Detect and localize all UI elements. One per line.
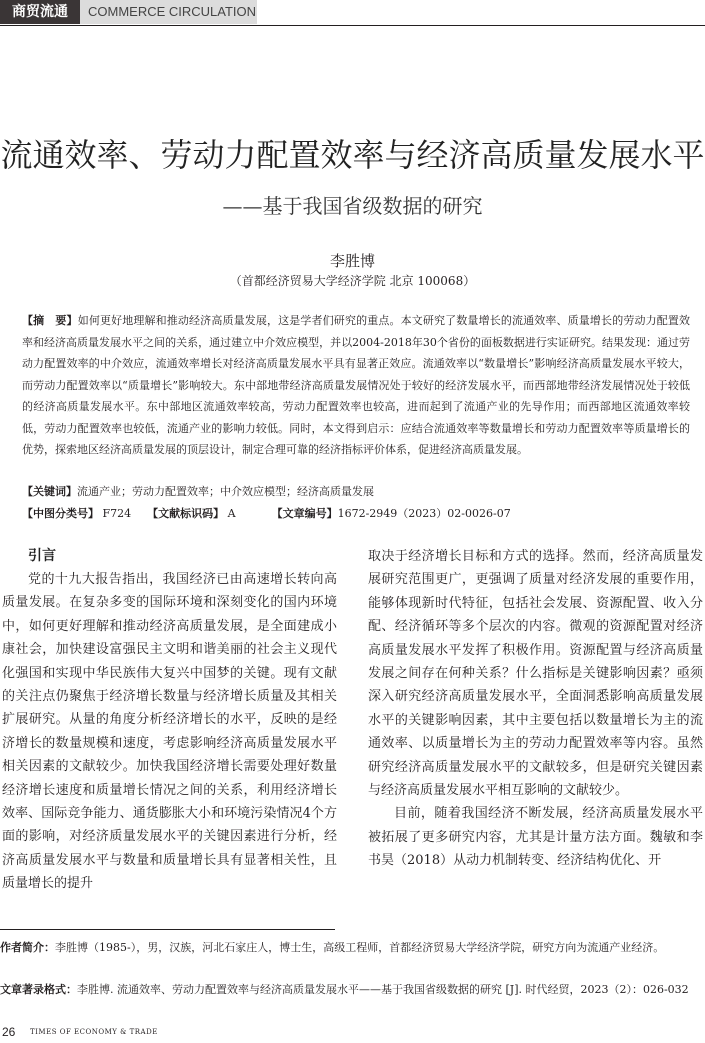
section-heading: 引言 (28, 548, 56, 564)
body-right-column (368, 545, 703, 873)
article-id-value: 1672-2949（2023）02-0026-07 (337, 507, 511, 520)
doc-code-label: 【文献标识码】 (147, 507, 225, 520)
header-rule (0, 25, 705, 26)
paragraph: 目前，随着我国经济不断发展，经济高质量发展水平被拓展了更多研究内容，尤其是计量方法方面。魏敏和李书昊（2018）从动力机制转变、经济结构优化、开 (368, 806, 703, 869)
article-title: 流通效率、劳动力配置效率与经济高质量发展水平 (0, 136, 705, 174)
author-bio (0, 937, 705, 958)
paragraph: 党的十九大报告指出，我国经济已由高速增长转向高质量发展。在复杂多变的国际环境和深刻变化的国内环境中，如何更好理解和推动经济高质量发展，是全面建成小康社会，加快建设富强民主文明和谐美丽的社会主义现代化强国和实现中华民族伟大复兴中国梦的关键。现有文献的关注点仍聚焦于经济增长数量与经济增长质量及其相关扩展研究。从量的角度分析经济增长的水平，反映的是经济增长的数量规模和速度，考虑影响经济高质量发展水平相关因素的文献较少。加快我国经济增长需要处理好数量经济增长速度和质量增长情况之间的关系，利用经济增长效率、国际竞争能力、通货膨胀大小和环境污染情况4个方面的影响，对经济质量发展水平的关键因素进行分析，经济高质量发展水平与数量和质量增长具有显著相关性，且质量增长的提升 (2, 572, 337, 892)
clc-label: 【中图分类号】 (22, 507, 99, 520)
clc-value: F724 (102, 507, 132, 520)
abstract-text: 如何更好地理解和推动经济高质量发展，这是学者们研究的重点。本文研究了数量增长的流通效率、质量增长的劳动力配置效率和经济高质量发展水平之间的关系，通过建立中介效应模型，并以2004-2018年30个省份的面板数据进行实证研究。结果发现：通过劳动力配置效率的中介效应，流通效率增长对经济高质量发展水平具有显著正效应。流通效率以“数量增长”影响经济高质量发展水平较大，而劳动力配置效率以“质量增长”影响较大。东中部地带经济高质量发展情况处于较好的经济发展水平，而西部地带经济发展情况处于较低的经济高质量发展水平。东中部地区流通效率较高，劳动力配置效率也较高，进而起到了流通产业的先导作用；而西部地区流通效率较低，劳动力配置效率也较低，流通产业的影响力较低。同时，本文得到启示：应结合流通效率等数量增长和劳动力配置效率等质量增长的优势，探索地区经济高质量发展的顶层设计，制定合理可靠的经济指标评价体系，促进经济高质量发展。 (22, 314, 691, 456)
author-name: 李胜博 (329, 252, 375, 270)
article-id-label: 【文章编号】 (271, 507, 338, 520)
keywords-text: 流通产业；劳动力配置效率；中介效应模型；经济高质量发展 (77, 485, 374, 498)
article-subtitle: ——基于我国省级数据的研究 (222, 194, 483, 218)
page-number: 26 (2, 1025, 16, 1039)
keywords (22, 482, 374, 502)
citation-format (0, 979, 705, 1000)
section-tag-english: COMMERCE CIRCULATION (80, 0, 257, 24)
classification-line (22, 504, 511, 524)
body-left-column (2, 545, 337, 896)
abstract (22, 310, 690, 461)
paragraph: 取决于经济增长目标和方式的选择。然而，经济高质量发展研究范围更广，更强调了质量对经济发展的重要作用，能够体现新时代特征，包括社会发展、资源配置、收入分配、经济循环等多个层次的内容。微观的资源配置对经济高质量发展水平发挥了积极作用。资源配置与经济高质量发展之间存在何种关系？什么指标是关键影响因素？亟须深入研究经济高质量发展水平，全面洞悉影响高质量发展水平的关键影响因素，其中主要包括以数量增长为主的流通效率、以质量增长为主的劳动力配置效率等内容。虽然研究经济高质量发展水平的文献较多，但是研究关键因素与经济高质量发展水平相互影响的文献较少。 (368, 549, 703, 799)
citation-text: 李胜博. 流通效率、劳动力配置效率与经济高质量发展水平——基于我国省级数据的研究 [J]. 时代经贸，2023（2）：026-032 (77, 983, 689, 996)
author-bio-label: 作者简介： (0, 941, 55, 954)
doc-code-value: A (227, 507, 236, 520)
keywords-label: 【关键词】 (22, 485, 77, 498)
footnote-rule (0, 929, 335, 930)
author-affiliation: （首都经济贸易大学经济学院 北京 100068） (229, 274, 476, 288)
author-bio-text: 李胜博（1985-），男，汉族，河北石家庄人，博士生，高级工程师，首都经济贸易大学经济学院，研究方向为流通产业经济。 (55, 941, 665, 954)
section-tag: 商贸流通 (0, 0, 80, 24)
abstract-label: 【摘 要】 (22, 314, 78, 327)
journal-name: TIMES OF ECONOMY & TRADE (30, 1028, 158, 1036)
citation-label: 文章著录格式： (0, 983, 77, 996)
